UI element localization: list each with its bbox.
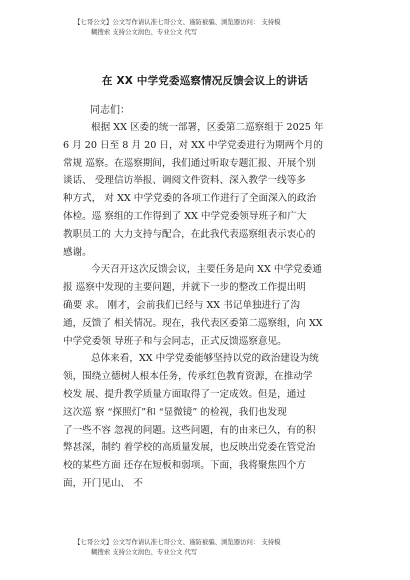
paragraph-line: 通，反馈了 相关情况。现在，我代表区委第二巡察组，向 XX	[63, 317, 323, 329]
footer-banner-line-2: 糊搜索 支持公文润色、专业公文 代写	[91, 548, 198, 556]
paragraph-line: 根据 XX 区委的统一部署，区委第二巡察组于 2025 年	[91, 122, 324, 133]
paragraph-line: 报 巡察中发现的主要问题，并就下一步的整改工作提出明	[63, 282, 306, 294]
paragraph-line: 中学党委领 导班子和与会同志，正式反馈巡察意见。	[63, 335, 287, 347]
paragraph-line: 领，围绕立德树人根本任务，传承红色教育资源，在推动学	[63, 371, 313, 383]
header-banner-line-1: 【七哥公文】公文写作请认准七哥公文、谨防被骗、浏览器访问： 支持模	[74, 18, 281, 26]
greeting: 同志们：	[90, 105, 130, 116]
footer-banner-line-1: 【七哥公文】公文写作请认准七哥公文、谨防被骗、浏览器访问： 支持模	[74, 538, 281, 546]
paragraph-2	[63, 261, 353, 350]
paragraph-line: 确要 求。 刚才，会前我们已经与 XX 书记单独进行了沟	[63, 299, 300, 311]
paragraph-line: 谈话、 受理信访举报、调阅文件资料、深入教学一线等多	[63, 175, 306, 187]
paragraph-line: 6 月 20 日至 8 月 20 日，对 XX 中学党委进行为期两个月的	[63, 139, 324, 151]
paragraph-3	[63, 350, 353, 492]
paragraph-line: 教职员工的 大力支持与配合，在此我代表巡察组表示衷心的	[63, 228, 316, 240]
paragraph-1	[63, 119, 353, 261]
paragraph-line: 这次巡 察 “探照灯”和 “显微镜” 的检视，我们也发现	[63, 406, 287, 418]
paragraph-line: 总体来看，XX 中学党委能够坚持以党的政治建设为统	[91, 353, 319, 365]
paragraph-line: 校发 展、提升教学质量方面取得了一定成效。但是，通过	[63, 388, 306, 400]
header-banner	[74, 17, 344, 37]
paragraph-line: 弊甚深，制约 着学校的高质量发展，也反映出党委在管党治	[63, 442, 316, 454]
paragraph-line: 体检。巡 察组的工作得到了 XX 中学党委领导班子和广大	[63, 210, 307, 222]
paragraph-line: 校的某些方面 还存在短板和弱项。下面，我将聚焦四个方	[63, 460, 306, 472]
header-banner-line-2: 糊搜索 支持公文润色、专业公文 代写	[91, 28, 198, 36]
paragraph-line: 了一些不容 忽视的问题。这些问题，有的由来已久，有的积	[63, 424, 316, 436]
paragraph-line: 今天召开这次反馈会议，主要任务是向 XX 中学党委通	[91, 264, 322, 276]
document-body	[63, 119, 353, 493]
paragraph-line: 感谢。	[63, 246, 92, 258]
paragraph-line: 面，开门见山、 不	[63, 477, 143, 489]
footer-banner	[74, 537, 344, 557]
paragraph-line: 常规 巡察。在巡察期间，我们通过听取专题汇报、开展个别	[63, 157, 316, 169]
paragraph-line: 种方式， 对 XX 中学党委的各项工作进行了全面深入的政治	[63, 193, 317, 205]
document-title: 在 XX 中学党委巡察情况反馈会议上的讲话	[101, 75, 309, 87]
